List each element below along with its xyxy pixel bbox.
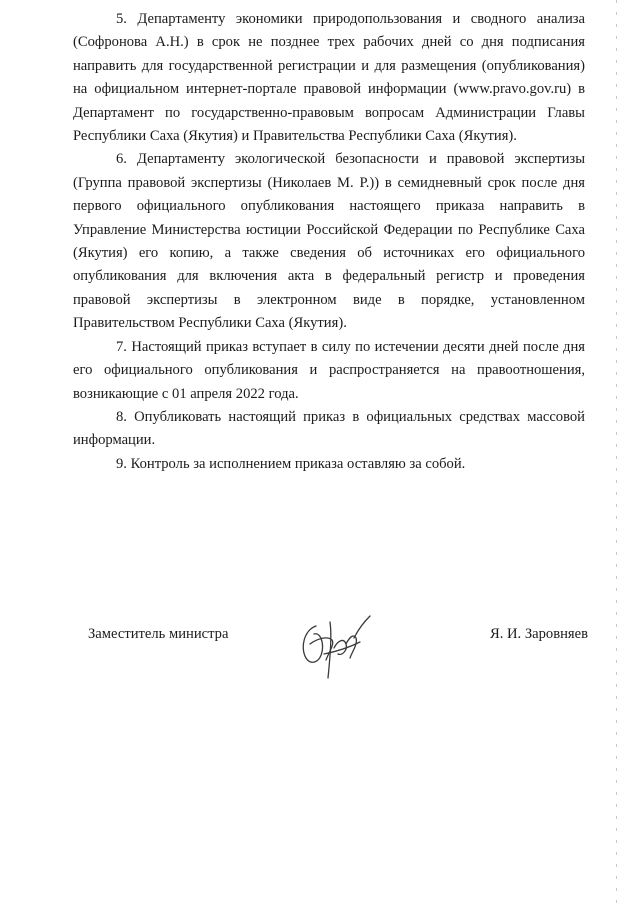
paragraph-7: 7. Настоящий приказ вступает в силу по истечении десяти дней после дня его официального опубликования и распространяется на правоотношения, возникающие с 01 апреля 2022 года. <box>73 338 585 402</box>
handwritten-signature-icon <box>294 608 376 682</box>
paragraph-9: 9. Контроль за исполнением приказа оставляю за собой. <box>116 455 466 472</box>
signatory-name: Я. И. Заровняев <box>489 626 588 642</box>
paragraph-5: 5. Департаменту экономики природопользования и сводного анализа (Софронова А.Н.) в срок не позднее трех рабочих дней со дня подписания направить для государственной регистрации и для размещения (опубликования) на официальном интернет-портале правовой информации (www.pravo.gov.ru) в Департамент по государственно-правовым вопросам Администрации Главы Республики Саха (Якутия) и Правительства Республики Саха (Якутия). <box>73 11 585 145</box>
paragraph-6: 6. Департаменту экологической безопасности и правовой экспертизы (Группа правовой экспертизы (Николаев М. Р.)) в семидневный срок после дня первого официального опубликования настоящего приказа направить в Управление Министерства юстиции Российской Федерации по Республике Саха (Якутия) его копию, а также сведения об источниках его официального опубликования для включения акта в федеральный регистр и проведения правовой экспертизы в электронном виде в порядке, установленном Правительством Республики Саха (Якутия). <box>73 151 585 332</box>
signature-block <box>88 620 588 700</box>
signatory-position: Заместитель министра <box>88 626 229 642</box>
paragraph-8: 8. Опубликовать настоящий приказ в официальных средствах массовой информации. <box>73 408 585 449</box>
scan-edge-line <box>616 0 617 905</box>
order-body <box>73 8 585 476</box>
